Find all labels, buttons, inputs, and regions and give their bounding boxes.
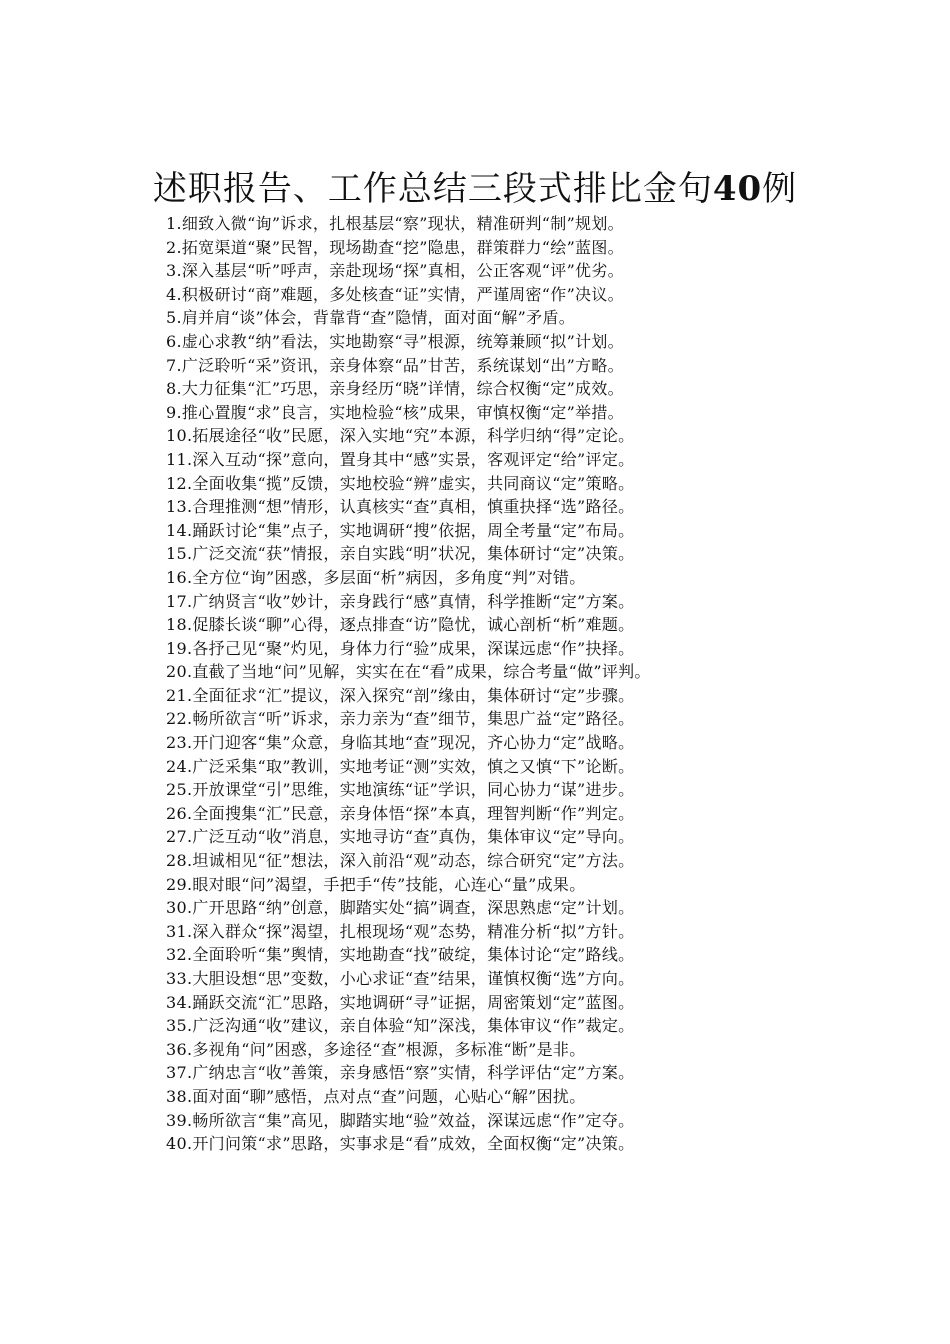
page-title (0, 166, 950, 212)
list-item: 1.细致入微“询”诉求，扎根基层“察”现状，精准研判“制”规划。 (166, 214, 624, 233)
list-item: 33.大胆设想“思”变数，小心求证“查”结果，谨慎权衡“选”方向。 (166, 969, 635, 988)
list-item: 8.大力征集“汇”巧思，亲身经历“晓”详情，综合权衡“定”成效。 (166, 379, 624, 399)
list-item: 2.拓宽渠道“聚”民智，现场勘查“挖”隐患，群策群力“绘”蓝图。 (166, 237, 624, 257)
list-item: 19.各抒己见“聚”灼见，身体力行“验”成果，深谋远虑“作”抉择。 (166, 638, 635, 658)
list-item: 4.积极研讨“商”难题，多处核查“证”实情，严谨周密“作”决议。 (166, 284, 624, 304)
list-item: 18.促膝长谈“聊”心得，逐点排查“访”隐忧，诚心剖析“析”难题。 (166, 615, 635, 635)
list-item: 24.广泛采集“取”教训，实地考证“测”实效，慎之又慎“下”论断。 (166, 756, 635, 776)
list-item: 10.拓展途径“收”民愿，深入实地“究”本源，科学归纳“得”定论。 (166, 426, 635, 446)
list-item: 32.全面聆听“集”舆情，实地勘查“找”破绽，集体讨论“定”路线。 (166, 945, 635, 965)
list-item: 7.广泛聆听“采”资讯，亲身体察“品”甘苦，系统谋划“出”方略。 (166, 355, 624, 375)
title-text: 述职报告、工作总结三段式排比金句 (152, 169, 713, 209)
list-item: 26.全面搜集“汇”民意，亲身体悟“探”本真，理智判断“作”判定。 (166, 803, 635, 823)
list-item: 25.开放课堂“引”思维，实地演练“证”学识，同心协力“谋”进步。 (166, 780, 635, 800)
list-item: 9.推心置腹“求”良言，实地检验“核”成果，审慎权衡“定”举措。 (166, 402, 624, 422)
list-item: 17.广纳贤言“收”妙计，亲身践行“感”真情，科学推断“定”方案。 (166, 591, 635, 611)
list-item: 15.广泛交流“获”情报，亲自实践“明”状况，集体研讨“定”决策。 (166, 544, 635, 564)
list-item: 31.深入群众“探”渴望，扎根现场“观”态势，精准分析“拟”方针。 (166, 921, 635, 941)
list-item: 20.直截了当地“问”见解，实实在在“看”成果，综合考量“做”评判。 (166, 662, 651, 682)
list-item: 27.广泛互动“收”消息，实地寻访“查”真伪，集体审议“定”导向。 (166, 827, 635, 847)
list-item: 16.全方位“询”困惑，多层面“析”病因，多角度“判”对错。 (166, 567, 586, 587)
list-item: 11.深入互动“探”意向，置身其中“感”实景，客观评定“给”评定。 (166, 449, 635, 469)
list-item: 37.广纳忠言“收”善策，亲身感悟“察”实情，科学评估“定”方案。 (166, 1063, 635, 1083)
list-item: 39.畅所欲言“集”高见，脚踏实地“验”效益，深谋远虑“作”定夺。 (166, 1110, 635, 1130)
list-item: 35.广泛沟通“收”建议，亲自体验“知”深浅，集体审议“作”裁定。 (166, 1016, 635, 1036)
list-item: 23.开门迎客“集”众意，身临其地“查”现况，齐心协力“定”战略。 (166, 733, 635, 753)
title-suffix: 例 (762, 169, 798, 209)
list-item: 30.广开思路“纳”创意，脚踏实处“搞”调查，深思熟虑“定”计划。 (166, 898, 635, 918)
list-item: 21.全面征求“汇”提议，深入探究“剖”缘由，集体研讨“定”步骤。 (166, 685, 635, 705)
list-item: 28.坦诚相见“征”想法，深入前沿“观”动态，综合研究“定”方法。 (166, 851, 635, 871)
list-item: 6.虚心求教“纳”看法，实地勘察“寻”根源，统筹兼顾“拟”计划。 (166, 331, 624, 351)
list-item: 13.合理推测“想”情形，认真核实“查”真相，慎重抉择“选”路径。 (166, 497, 635, 517)
list-item: 5.肩并肩“谈”体会，背靠背“查”隐情，面对面“解”矛盾。 (166, 308, 576, 328)
list-item: 22.畅所欲言“听”诉求，亲力亲为“查”细节，集思广益“定”路径。 (166, 709, 635, 729)
list-item: 29.眼对眼“问”渴望，手把手“传”技能，心连心“量”成果。 (166, 874, 586, 894)
list-item: 12.全面收集“揽”反馈，实地校验“辨”虚实，共同商议“定”策略。 (166, 473, 635, 493)
list-item: 14.踊跃讨论“集”点子，实地调研“搜”依据，周全考量“定”布局。 (166, 520, 635, 540)
list-item: 40.开门问策“求”思路，实事求是“看”成效，全面权衡“定”决策。 (166, 1134, 635, 1154)
list-item: 3.深入基层“听”呼声，亲赴现场“探”真相，公正客观“评”优劣。 (166, 261, 624, 281)
title-count: 40 (712, 169, 763, 209)
phrase-list (166, 212, 826, 1156)
list-item: 34.踊跃交流“汇”思路，实地调研“寻”证据，周密策划“定”蓝图。 (166, 992, 635, 1012)
list-item: 38.面对面“聊”感悟，点对点“查”问题，心贴心“解”困扰。 (166, 1086, 586, 1106)
list-item: 36.多视角“问”困惑，多途径“查”根源，多标准“断”是非。 (166, 1039, 586, 1059)
